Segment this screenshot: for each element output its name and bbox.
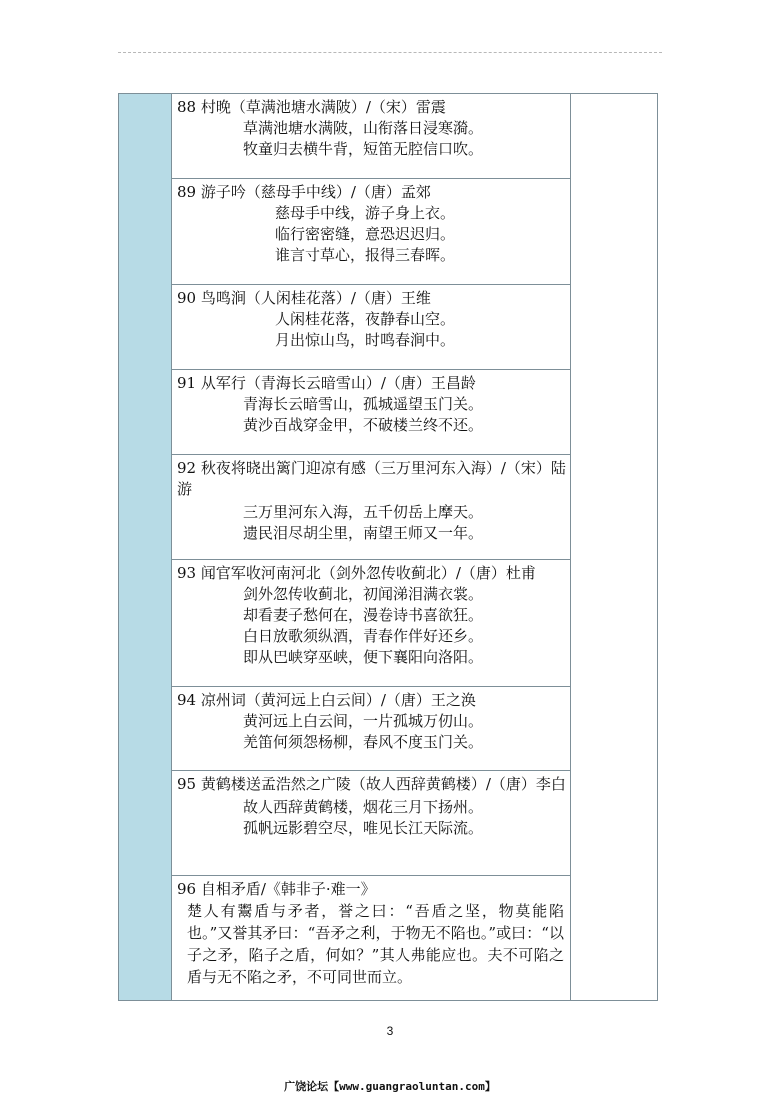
poem-title: 90 鸟鸣涧（人闲桂花落）/（唐）王维 (177, 289, 431, 307)
page-number: 3 (386, 1024, 394, 1038)
poem-line: 三万里河东入海，五千仞岳上摩天。 (243, 503, 484, 521)
poem-row-91 (172, 370, 570, 455)
poem-line: 遗民泪尽胡尘里，南望王师又一年。 (243, 524, 484, 542)
poem-line: 故人西辞黄鹤楼，烟花三月下扬州。 (243, 798, 484, 816)
poem-row-90 (172, 285, 570, 370)
poem-table (172, 93, 658, 1001)
poem-line: 青海长云暗雪山，孤城遥望玉门关。 (243, 395, 484, 413)
poem-line: 慈母手中线，游子身上衣。 (275, 204, 456, 222)
prose-row-96 (172, 876, 570, 1000)
poem-title: 93 闻官军收河南河北（剑外忽传收蓟北）/（唐）杜甫 (177, 564, 536, 582)
recitation-table (118, 93, 658, 1001)
prose-text: 楚人有鬻盾与矛者，誉之曰：“吾盾之坚，物莫能陷也。”又誉其矛曰：“吾矛之利，于物无不陷也。”或曰：“以子之矛，陷子之盾，何如？”其人弗能应也。夫不可陷之盾与无不陷之矛，不可同世而立。 (187, 902, 564, 986)
poem-row-92 (172, 455, 570, 560)
poem-title: 91 从军行（青海长云暗雪山）/（唐）王昌龄 (177, 374, 476, 392)
poem-line: 草满池塘水满陂，山衔落日浸寒漪。 (243, 119, 484, 137)
prose-title: 96 自相矛盾/《韩非子·难一》 (177, 880, 376, 898)
poem-row-88 (172, 94, 570, 179)
poem-line: 临行密密缝，意恐迟迟归。 (275, 225, 456, 243)
poem-line: 牧童归去横牛背，短笛无腔信口吹。 (243, 140, 484, 158)
poem-line: 谁言寸草心，报得三春晖。 (275, 246, 456, 264)
poem-row-89 (172, 179, 570, 285)
poem-line: 月出惊山鸟，时鸣春涧中。 (275, 331, 456, 349)
header-rule (118, 52, 662, 53)
poem-line: 羌笛何须怨杨柳，春风不度玉门关。 (243, 733, 484, 751)
poem-line: 白日放歌须纵酒，青春作伴好还乡。 (243, 627, 484, 645)
poem-line: 孤帆远影碧空尽，唯见长江天际流。 (243, 819, 484, 837)
poem-row-94 (172, 687, 570, 771)
poem-line: 黄沙百战穿金甲，不破楼兰终不还。 (243, 416, 484, 434)
poem-title: 94 凉州词（黄河远上白云间）/（唐）王之涣 (177, 691, 476, 709)
sidebar-column (118, 93, 172, 1001)
notes-column-divider (570, 94, 571, 1000)
poem-title: 92 秋夜将晓出篱门迎凉有感（三万里河东入海）/（宋）陆游 (177, 459, 566, 498)
poem-line: 即从巴峡穿巫峡，便下襄阳向洛阳。 (243, 648, 484, 666)
poem-title: 95 黄鹤楼送孟浩然之广陵（故人西辞黄鹤楼）/（唐）李白 (177, 775, 566, 793)
footer-site: 广饶论坛【www.guangraoluntan.com】 (284, 1080, 496, 1093)
poem-row-95 (172, 771, 570, 876)
poem-row-93 (172, 560, 570, 687)
poem-line: 人闲桂花落，夜静春山空。 (275, 310, 456, 328)
poem-title: 88 村晚（草满池塘水满陂）/（宋）雷震 (177, 98, 446, 116)
poem-title: 89 游子吟（慈母手中线）/（唐）孟郊 (177, 183, 431, 201)
poem-line: 剑外忽传收蓟北，初闻涕泪满衣裳。 (243, 585, 484, 603)
poem-line: 黄河远上白云间，一片孤城万仞山。 (243, 712, 484, 730)
poem-line: 却看妻子愁何在，漫卷诗书喜欲狂。 (243, 606, 484, 624)
